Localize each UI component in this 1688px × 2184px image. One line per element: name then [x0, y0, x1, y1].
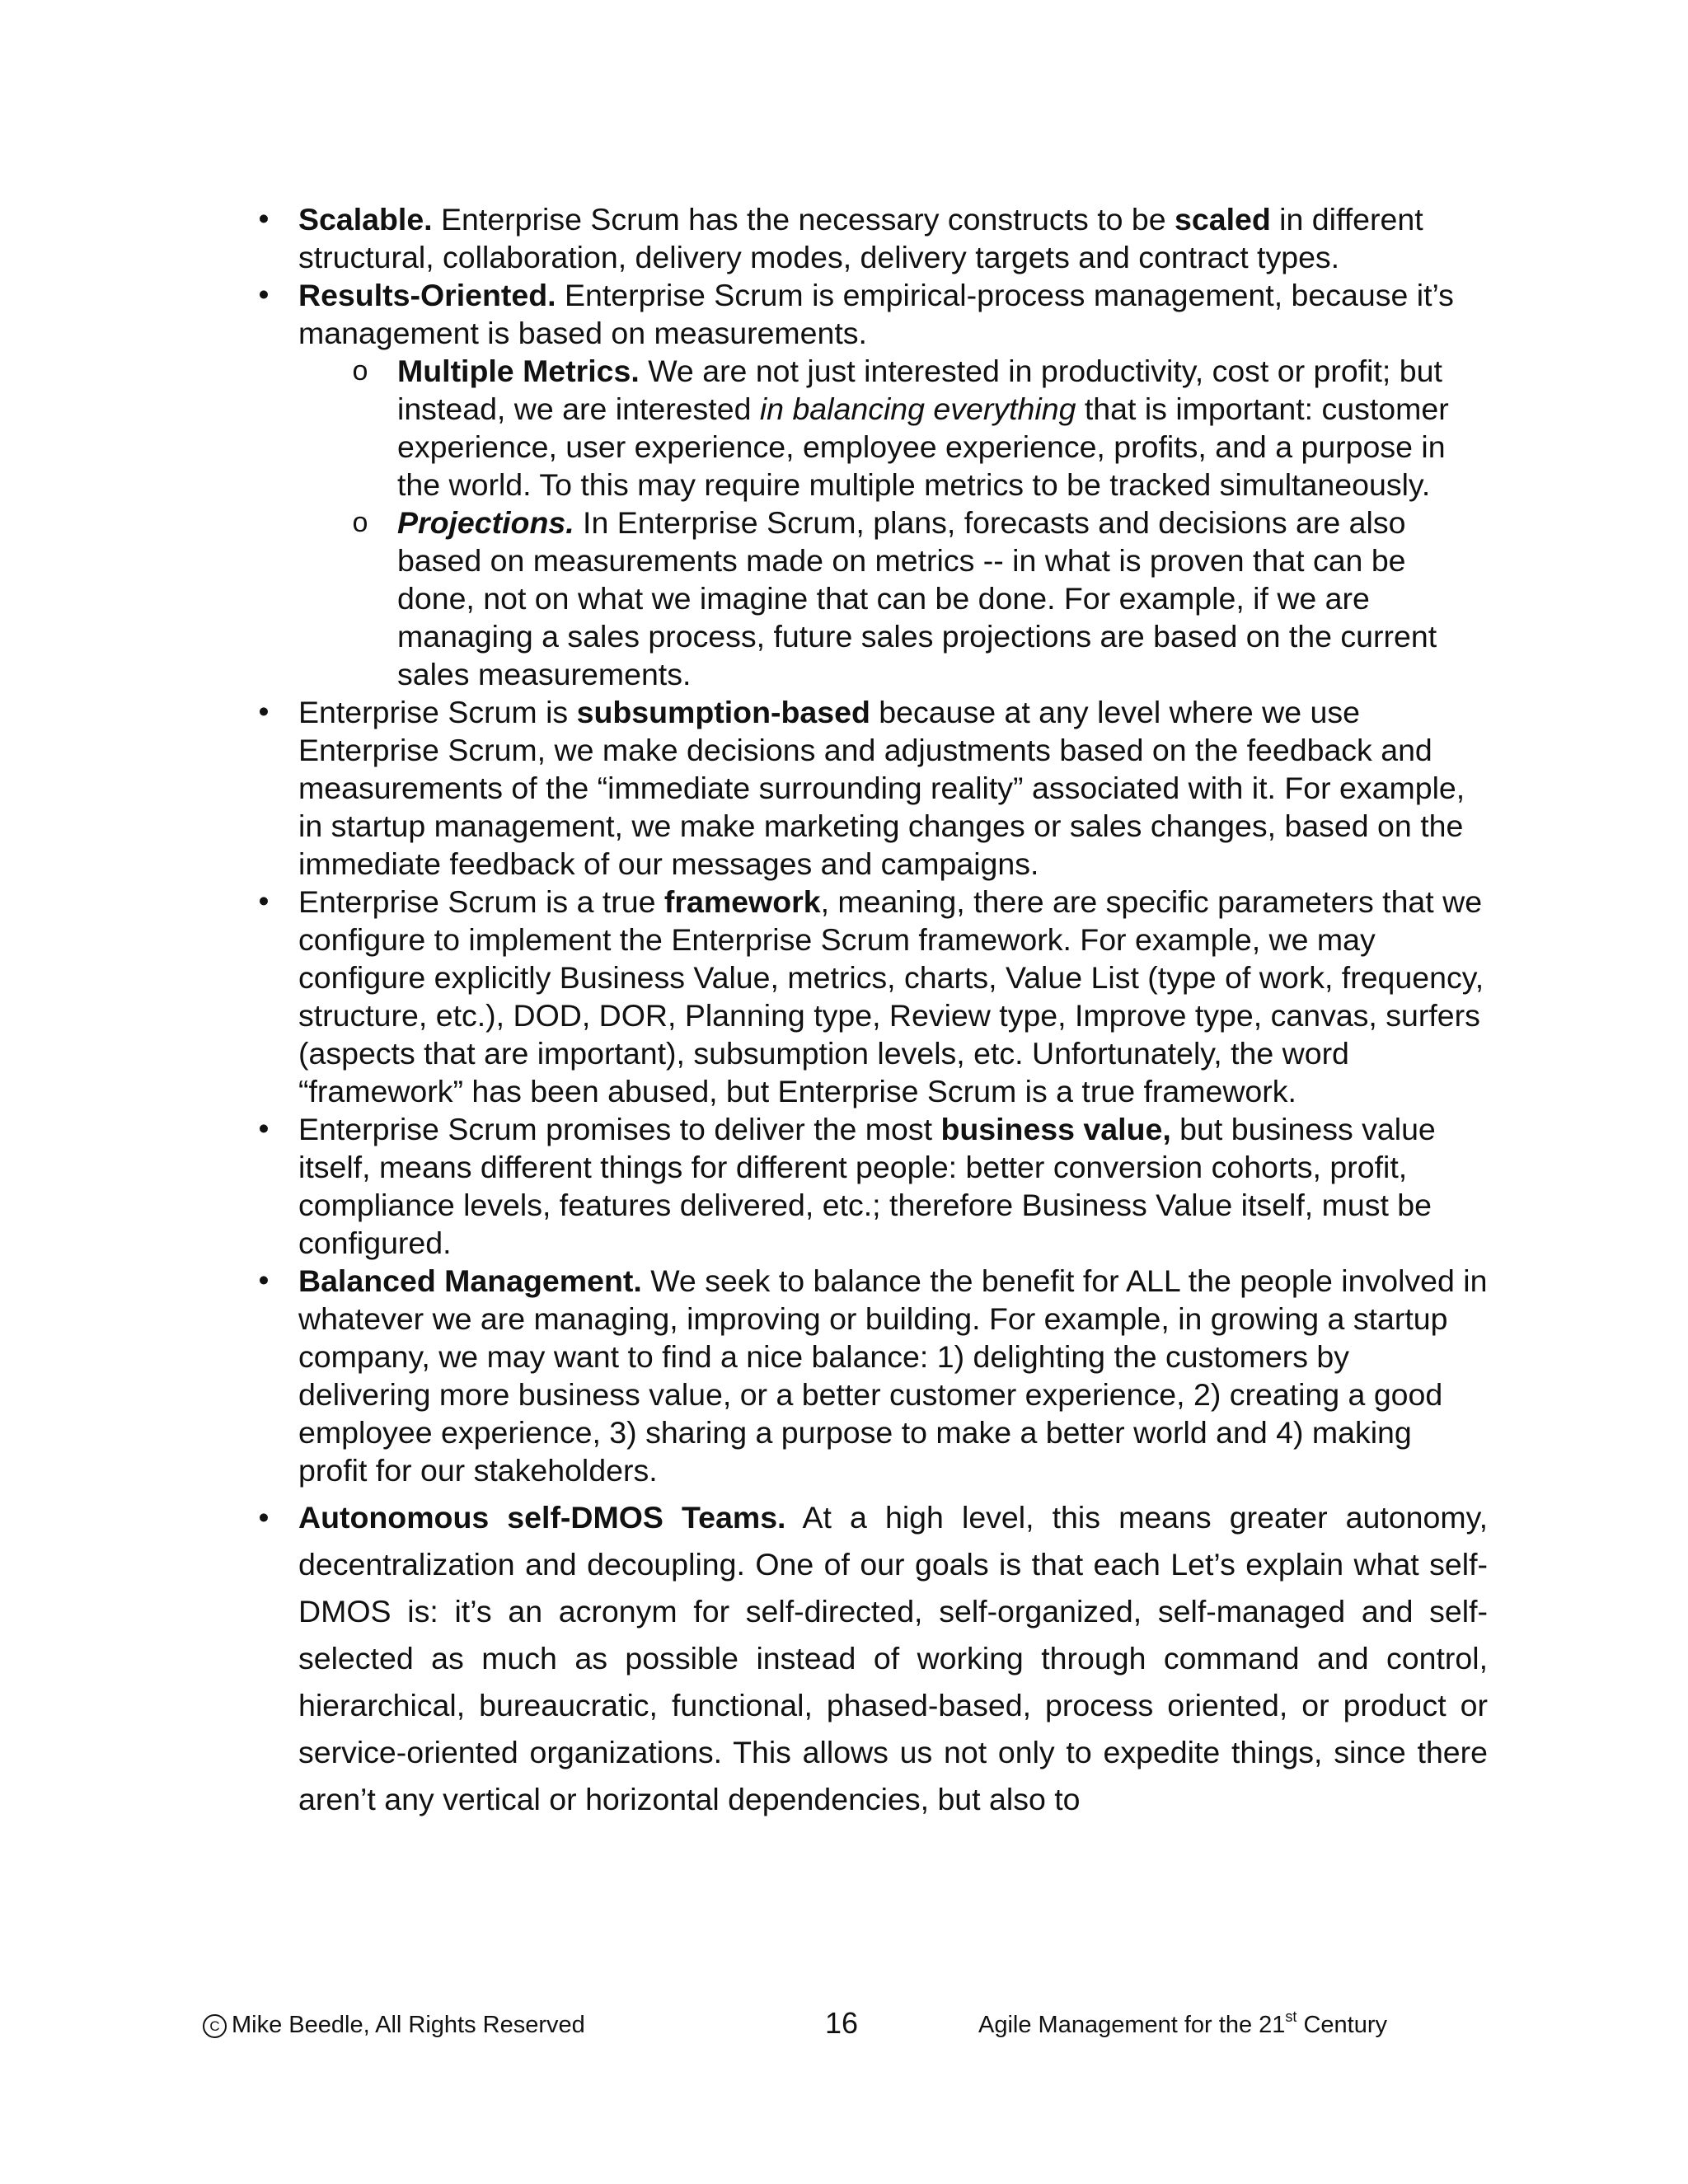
footer-title-prefix: Agile Management for the 21 — [978, 2012, 1286, 2038]
item-text: in different structural, collaboration, delivery modes, delivery targets and contract types. — [298, 202, 1423, 274]
sub-bullet-icon: o — [352, 355, 368, 387]
item-text: but business value itself, means different things for different people: better conversion cohorts, profit, compliance levels, features delivered, etc.; therefore Business Value itself, must be configured. — [298, 1112, 1436, 1260]
item-text: Enterprise Scrum has the necessary constructs to be — [432, 202, 1175, 237]
list-item-results-oriented — [251, 276, 1488, 352]
item-bold: subsumption-based — [576, 695, 870, 729]
sub-item-multiple-metrics — [251, 352, 1488, 504]
bullet-icon: • — [258, 884, 270, 918]
list-item-balanced-management — [251, 1262, 1488, 1489]
item-text: Enterprise Scrum is a true — [298, 884, 664, 919]
sub-item-text: We are not just interested in productivity, cost or profit; but instead, we are interested — [397, 354, 1442, 426]
item-lead: Autonomous self-DMOS Teams. — [298, 1500, 786, 1535]
sub-item-text: In Enterprise Scrum, plans, forecasts and decisions are also based on measurements made on metrics -- in what is proven that can be done, not on what we imagine that can be done. For example, if we are managing a sales process, future sales projections are based on the current sales measurements. — [397, 505, 1437, 691]
sub-bullet-icon: o — [352, 507, 368, 538]
item-bold: business value, — [940, 1112, 1171, 1146]
item-text: At a high level, this means greater autonomy, decentralization and decoupling. One of our goals is that each Let’s explain what self-DMOS is: it’s an acronym for self-directed, self-organized, self-managed and self-selected as much as possible instead of working through command and control, hierarchical, bureaucratic, functional, phased-based, process oriented, or product or service-oriented organizations. This allows us not only to expedite things, since there aren’t any vertical or horizontal dependencies, but also to — [298, 1500, 1488, 1816]
item-bold: framework — [663, 884, 821, 919]
item-lead: Balanced Management. — [298, 1263, 642, 1298]
body-content — [251, 200, 1488, 1823]
page-number: 16 — [825, 2006, 859, 2040]
bullet-icon: • — [258, 1501, 270, 1535]
item-text: Enterprise Scrum promises to deliver the most — [298, 1112, 941, 1146]
copyright-icon: C — [203, 2014, 227, 2038]
item-text: Enterprise Scrum is empirical-process management, because it’s management is based on measurements. — [298, 278, 1454, 350]
item-lead: Results-Oriented. — [298, 278, 556, 312]
sub-item-text: that is important: customer experience, user experience, employee experience, profits, and a purpose in the world. To this may require multiple metrics to be tracked simultaneously. — [397, 391, 1449, 502]
item-text: Enterprise Scrum is — [298, 695, 577, 729]
item-text: We seek to balance the benefit for ALL the people involved in whatever we are managing, improving or building. For example, in growing a startup company, we may want to find a nice balance: 1) delighting the customers by delivering more business value, or a better customer experience, 2) creating a good employee experience, 3) sharing a purpose to make a better world and 4) making profit for our stakeholders. — [298, 1263, 1488, 1488]
list-item-subsumption — [251, 693, 1488, 883]
list-item-scalable — [251, 200, 1488, 276]
footer-title-sup: st — [1285, 2008, 1297, 2025]
bullet-icon: • — [258, 278, 270, 312]
footer-left-text: Mike Beedle, All Rights Reserved — [232, 2012, 585, 2038]
sub-item-lead: Multiple Metrics. — [397, 354, 640, 388]
footer-title-suffix: Century — [1296, 2012, 1388, 2038]
bullet-icon: • — [258, 202, 270, 236]
sub-item-projections — [251, 504, 1488, 693]
bullet-icon: • — [258, 1263, 270, 1297]
list-item-framework — [251, 883, 1488, 1110]
footer-copyright — [203, 2012, 585, 2039]
item-text: because at any level where we use Enterprise Scrum, we make decisions and adjustments based on the feedback and measurements of the “immediate surrounding reality” associated with it. For example, in startup management, we make marketing changes or sales changes, based on the immediate feedback of our messages and campaigns. — [298, 695, 1465, 881]
item-bold: scaled — [1175, 202, 1271, 237]
item-text: , meaning, there are specific parameters that we configure to implement the Enterprise Scrum framework. For example, we may configure explicitly Business Value, metrics, charts, Value List (type of work, frequency, structure, etc.), DOD, DOR, Planning type, Review type, Improve type, canvas, surfers (aspects that are important), subsumption levels, etc. Unfortunately, the word “framework” has been abused, but Enterprise Scrum is a true framework. — [298, 884, 1484, 1108]
bullet-icon: • — [258, 695, 270, 729]
footer-book-title — [978, 2008, 1388, 2039]
bullet-icon: • — [258, 1112, 270, 1146]
sub-item-italic: in balancing everything — [759, 391, 1076, 426]
sub-item-lead: Projections. — [397, 505, 574, 540]
list-item-business-value — [251, 1110, 1488, 1262]
page-footer — [0, 2006, 1688, 2047]
list-item-autonomous-teams — [251, 1494, 1488, 1823]
item-lead: Scalable. — [298, 202, 433, 237]
